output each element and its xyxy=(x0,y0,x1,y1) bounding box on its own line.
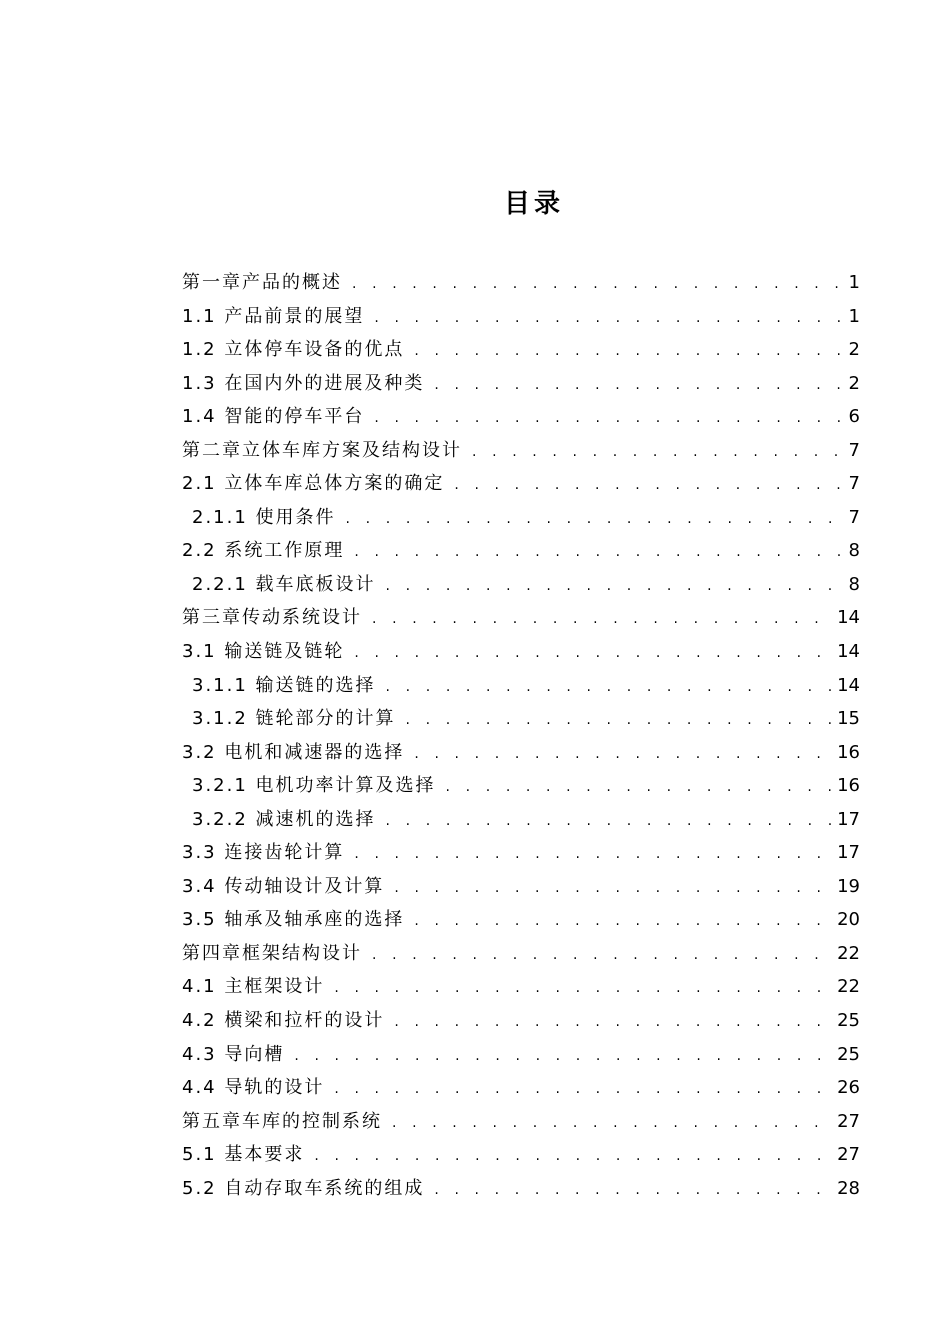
toc-entry-label: 3.4 传动轴设计及计算 xyxy=(182,875,385,897)
toc-entry-page: 17 xyxy=(837,808,860,830)
toc-entry[interactable] xyxy=(182,1174,860,1208)
toc-entry-page: 16 xyxy=(837,775,860,797)
toc-entry-label: 3.5 轴承及轴承座的选择 xyxy=(182,909,405,931)
toc-entry[interactable] xyxy=(182,570,860,604)
toc-entry[interactable] xyxy=(182,872,860,906)
toc-entry-page: 25 xyxy=(837,1043,860,1065)
toc-entry-page: 19 xyxy=(837,875,860,897)
toc-leader-dots xyxy=(414,746,831,762)
toc-entry[interactable] xyxy=(182,671,860,705)
toc-entry-page: 14 xyxy=(837,674,860,696)
toc-leader-dots xyxy=(394,880,831,896)
toc-entry[interactable] xyxy=(182,1073,860,1107)
toc-entry-page: 8 xyxy=(848,573,860,595)
toc-leader-dots xyxy=(334,980,831,996)
toc-entry[interactable] xyxy=(182,1040,860,1074)
toc-entry-page: 14 xyxy=(837,641,860,663)
toc-entry[interactable] xyxy=(182,335,860,369)
toc-entry-label: 3.1.1 输送链的选择 xyxy=(192,674,376,696)
toc-entry-label: 4.1 主框架设计 xyxy=(182,976,325,998)
toc-entry-page: 1 xyxy=(848,305,860,327)
toc-entry-label: 3.2.2 减速机的选择 xyxy=(192,808,376,830)
toc-leader-dots xyxy=(314,1148,831,1164)
toc-entry-page: 7 xyxy=(848,506,860,528)
toc-leader-dots xyxy=(352,276,843,292)
toc-entry-label: 第五章车库的控制系统 xyxy=(182,1110,382,1132)
toc-leader-dots xyxy=(386,813,832,829)
toc-entry-page: 8 xyxy=(848,540,860,562)
toc-leader-dots xyxy=(472,444,843,460)
toc-leader-dots xyxy=(386,679,832,695)
toc-entry-page: 7 xyxy=(848,473,860,495)
toc-entry-label: 2.1 立体车库总体方案的确定 xyxy=(182,473,445,495)
toc-entry[interactable] xyxy=(182,436,860,470)
toc-entry-label: 第二章立体车库方案及结构设计 xyxy=(182,439,462,461)
toc-leader-dots xyxy=(414,913,831,929)
toc-entry-label: 2.2.1 载车底板设计 xyxy=(192,573,376,595)
toc-entry[interactable] xyxy=(182,1006,860,1040)
toc-entry-page: 27 xyxy=(837,1110,860,1132)
toc-leader-dots xyxy=(392,1115,831,1131)
toc-entry-page: 15 xyxy=(837,708,860,730)
toc-entry[interactable] xyxy=(182,905,860,939)
toc-leader-dots xyxy=(386,578,843,594)
toc-leader-dots xyxy=(414,343,842,359)
toc-entry-label: 1.4 智能的停车平台 xyxy=(182,406,365,428)
toc-entry-page: 22 xyxy=(837,942,860,964)
toc-entry-page: 28 xyxy=(837,1177,860,1199)
toc-leader-dots xyxy=(454,477,842,493)
toc-entry[interactable] xyxy=(182,972,860,1006)
toc-entry[interactable] xyxy=(182,402,860,436)
toc-entry[interactable] xyxy=(182,1107,860,1141)
toc-entry[interactable] xyxy=(182,469,860,503)
toc-entry-label: 3.2 电机和减速器的选择 xyxy=(182,741,405,763)
toc-entry-page: 14 xyxy=(837,607,860,629)
toc-leader-dots xyxy=(394,1014,831,1030)
toc-entry-page: 2 xyxy=(848,372,860,394)
toc-entry-page: 22 xyxy=(837,976,860,998)
toc-entry[interactable] xyxy=(182,838,860,872)
toc-entry[interactable] xyxy=(182,704,860,738)
toc-entry[interactable] xyxy=(182,939,860,973)
toc-entry-page: 26 xyxy=(837,1077,860,1099)
toc-leader-dots xyxy=(354,645,831,661)
toc-entry-page: 2 xyxy=(848,339,860,361)
toc-leader-dots xyxy=(346,511,843,527)
toc-leader-dots xyxy=(374,410,842,426)
toc-entry-page: 16 xyxy=(837,741,860,763)
toc-entry-label: 1.2 立体停车设备的优点 xyxy=(182,339,405,361)
toc-entry-page: 25 xyxy=(837,1010,860,1032)
toc-entry-label: 3.1 输送链及链轮 xyxy=(182,641,345,663)
toc-entry-page: 1 xyxy=(848,272,860,293)
toc-leader-dots xyxy=(406,712,832,728)
toc-entry-page: 17 xyxy=(837,842,860,864)
toc-entry-label: 2.2 系统工作原理 xyxy=(182,540,345,562)
toc-entry-label: 3.1.2 链轮部分的计算 xyxy=(192,708,396,730)
toc-entry-page: 27 xyxy=(837,1144,860,1166)
toc-entry[interactable] xyxy=(182,1140,860,1174)
toc-entry[interactable] xyxy=(182,771,860,805)
toc-entry-page: 7 xyxy=(848,439,860,461)
toc-leader-dots xyxy=(434,1182,831,1198)
toc-entry-page: 6 xyxy=(848,406,860,428)
toc-entry-label: 4.3 导向槽 xyxy=(182,1043,285,1065)
toc-entry[interactable] xyxy=(182,805,860,839)
toc-entry-label: 3.3 连接齿轮计算 xyxy=(182,842,345,864)
toc-entry[interactable] xyxy=(182,738,860,772)
toc-leader-dots xyxy=(354,544,842,560)
toc-entry[interactable] xyxy=(182,302,860,336)
toc-title: 目录 xyxy=(503,189,564,219)
toc-entry[interactable] xyxy=(182,369,860,403)
toc-entry[interactable] xyxy=(182,637,860,671)
toc-entry-label: 1.3 在国内外的进展及种类 xyxy=(182,372,425,394)
toc-leader-dots xyxy=(294,1048,831,1064)
toc-entry[interactable] xyxy=(182,603,860,637)
toc-leader-dots xyxy=(374,310,842,326)
toc-leader-dots xyxy=(372,947,831,963)
toc-entry[interactable] xyxy=(182,268,860,302)
toc-entry-label: 1.1 产品前景的展望 xyxy=(182,305,365,327)
toc-leader-dots xyxy=(434,377,842,393)
toc-leader-dots xyxy=(372,611,831,627)
toc-entry-label: 4.2 横梁和拉杆的设计 xyxy=(182,1010,385,1032)
toc-leader-dots xyxy=(334,1081,831,1097)
toc-list xyxy=(182,268,860,1207)
toc-entry[interactable] xyxy=(182,503,860,537)
toc-entry-label: 5.2 自动存取车系统的组成 xyxy=(182,1177,425,1199)
toc-leader-dots xyxy=(354,846,831,862)
toc-leader-dots xyxy=(446,779,832,795)
toc-entry-label: 第三章传动系统设计 xyxy=(182,607,362,629)
toc-entry[interactable] xyxy=(182,536,860,570)
toc-entry-label: 4.4 导轨的设计 xyxy=(182,1077,325,1099)
toc-entry-label: 第四章框架结构设计 xyxy=(182,942,362,964)
toc-entry-label: 3.2.1 电机功率计算及选择 xyxy=(192,775,436,797)
toc-entry-label: 2.1.1 使用条件 xyxy=(192,506,336,528)
toc-entry-page: 20 xyxy=(837,909,860,931)
toc-entry-label: 第一章产品的概述 xyxy=(182,272,342,293)
toc-entry-label: 5.1 基本要求 xyxy=(182,1144,305,1166)
